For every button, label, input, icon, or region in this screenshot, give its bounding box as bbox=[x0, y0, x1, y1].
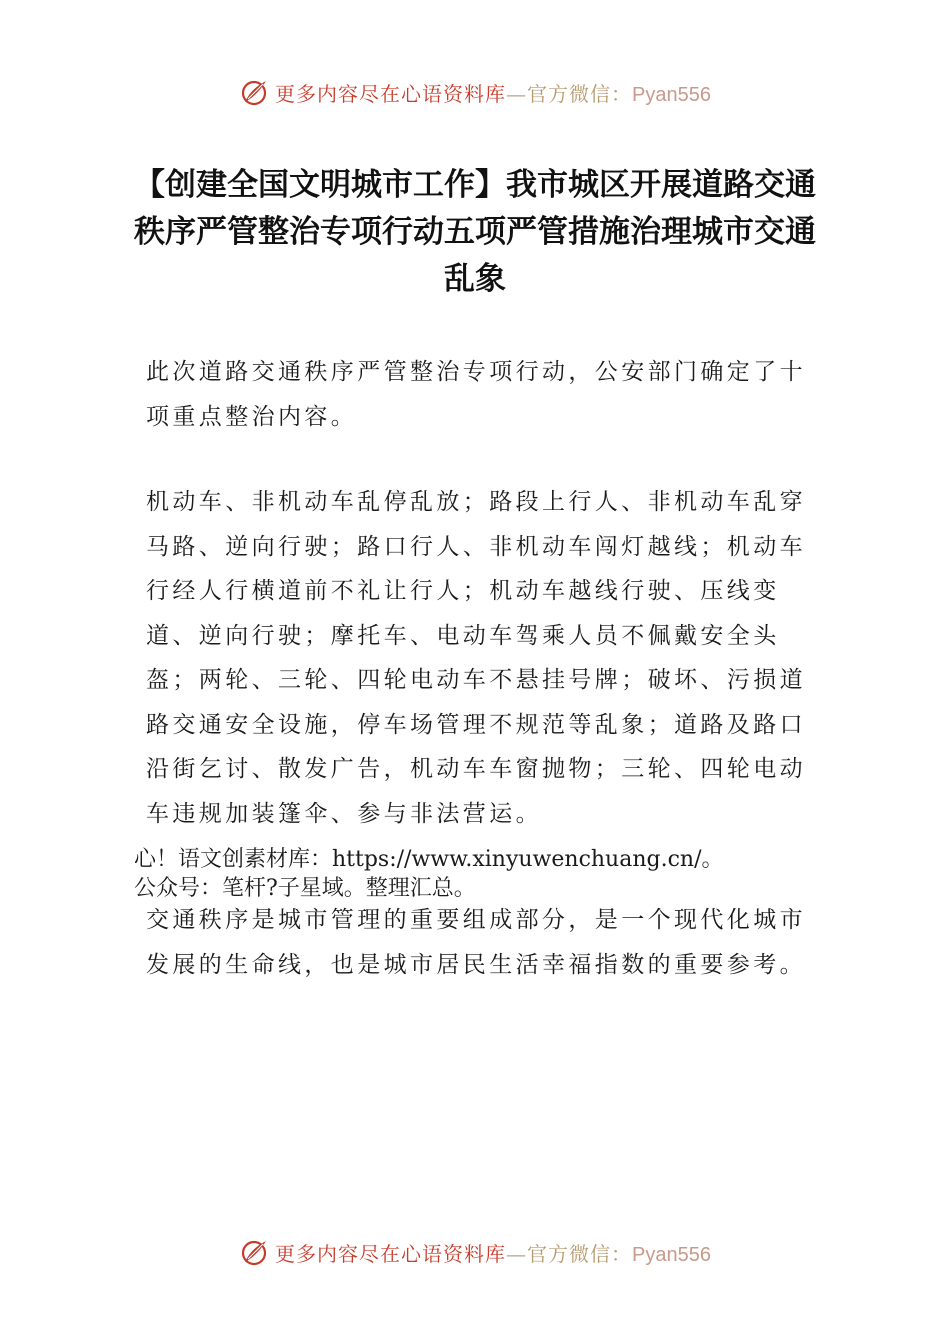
banner-main-text: 更多内容尽在心语资料库 bbox=[275, 1241, 507, 1266]
banner-main-text: 更多内容尽在心语资料库 bbox=[275, 81, 507, 106]
banner-text bbox=[275, 1238, 711, 1267]
banner-separator: — bbox=[506, 1241, 528, 1266]
source-note bbox=[134, 845, 834, 903]
footer-banner bbox=[0, 1232, 950, 1272]
banner-wechat-id: Pyan556 bbox=[632, 83, 711, 106]
banner-wechat-label: 官方微信： bbox=[527, 1241, 633, 1266]
paragraph-intro: 此次道路交通秩序严管整治专项行动，公安部门确定了十项重点整治内容。 bbox=[146, 359, 806, 430]
quill-leaf-logo-icon bbox=[239, 1237, 269, 1267]
banner-wechat-label: 官方微信： bbox=[527, 81, 633, 106]
banner-separator: — bbox=[506, 81, 528, 106]
quill-leaf-logo-icon bbox=[239, 77, 269, 107]
document-title: 【创建全国文明城市工作】我市城区开展道路交通秩序严管整治专项行动五项严管措施治理城市交通乱象 bbox=[134, 167, 816, 297]
paragraph-rectification-items: 机动车、非机动车乱停乱放；路段上行人、非机动车乱穿马路、逆向行驶；路口行人、非机动车闯灯越线；机动车行经人行横道前不礼让行人；机动车越线行驶、压线变道、逆向行驶；摩托车、电动车驾乘人员不佩戴安全头盔；两轮、三轮、四轮电动车不悬挂号牌；破坏、污损道路交通安全设施，停车场管理不规范等乱象；道路及路口沿街乞讨、散发广告，机动车车窗抛物；三轮、四轮电动车违规加装篷伞、参与非法营运。 bbox=[146, 489, 806, 827]
banner-wechat-id: Pyan556 bbox=[632, 1243, 711, 1266]
source-line-website: 心！语文创素材库：https://www.xinyuwenchuang.cn/。 bbox=[134, 847, 724, 872]
header-banner bbox=[0, 72, 950, 112]
banner-text bbox=[275, 78, 711, 107]
source-line-account: 公众号：笔杆?子星域。整理汇总。 bbox=[134, 876, 476, 901]
paragraph-conclusion: 交通秩序是城市管理的重要组成部分，是一个现代化城市发展的生命线，也是城市居民生活幸福指数的重要参考。 bbox=[146, 907, 806, 978]
